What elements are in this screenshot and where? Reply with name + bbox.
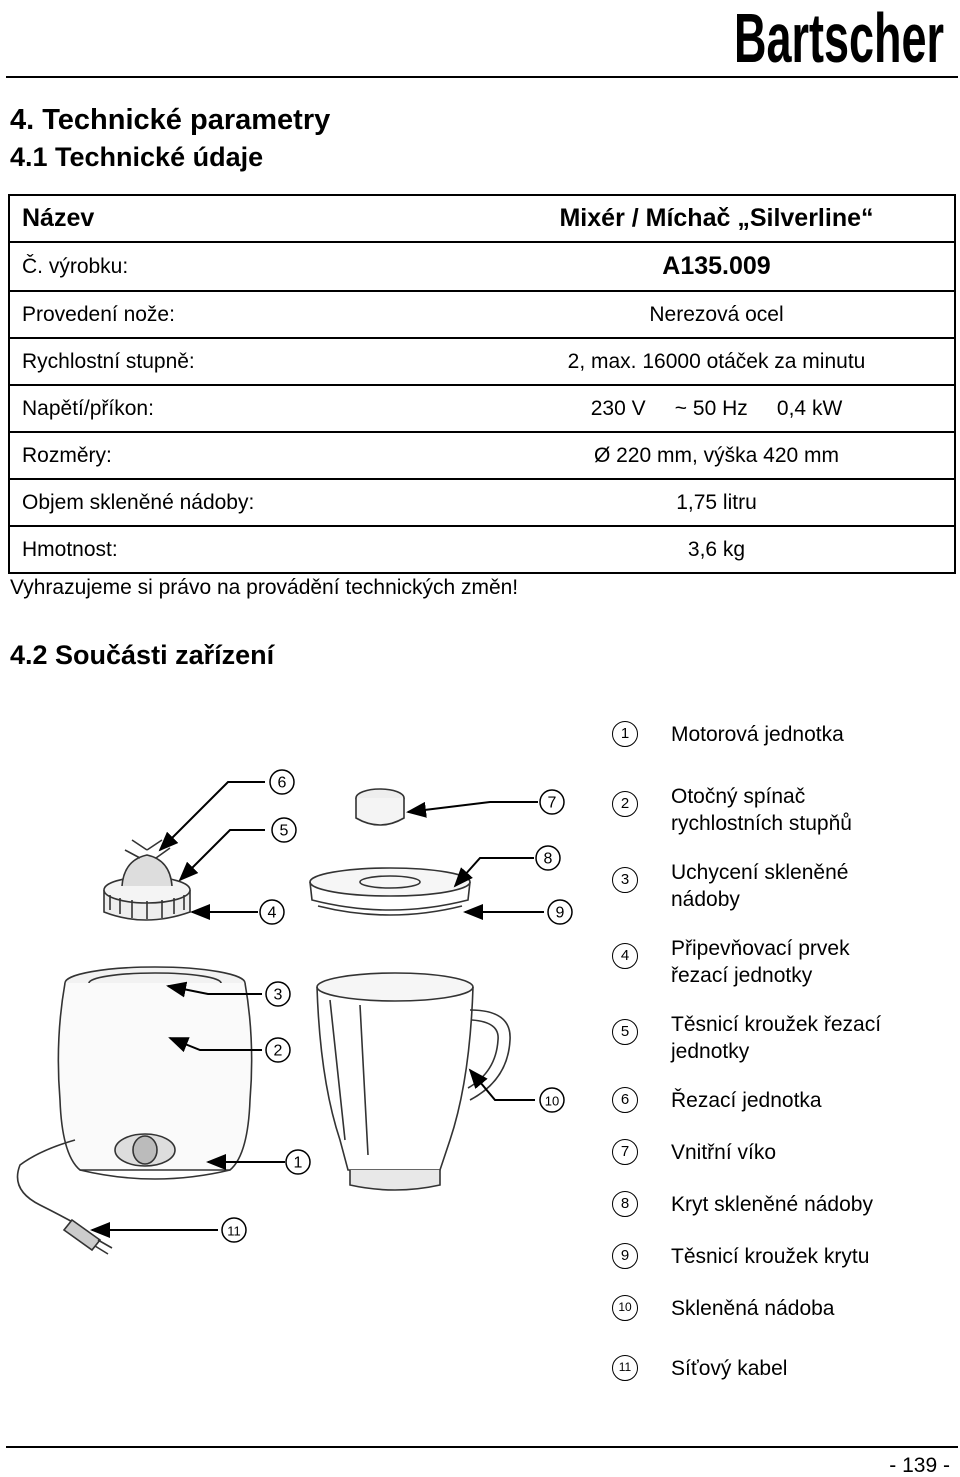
technical-data-heading: 4.1 Technické údaje [10, 142, 264, 172]
spec-row [9, 526, 955, 573]
spec-row [9, 338, 955, 385]
part-number: 8 [612, 1191, 638, 1217]
part-label: Otočný spínač rychlostních stupňů [671, 785, 852, 835]
part-label: Motorová jednotka [671, 723, 844, 746]
part-label: Řezací jednotka [671, 1089, 822, 1112]
callout-number: 6 [277, 774, 287, 792]
spec-row [9, 385, 955, 432]
disclaimer-note: Vyhrazujeme si právo na provádění technických změn! [10, 576, 519, 599]
section-heading: 4. Technické parametry [10, 104, 331, 136]
spec-key: Rychlostní stupně: [9, 338, 479, 385]
spec-key: Napětí/příkon: [9, 385, 479, 432]
callout-number: 10 [544, 1093, 560, 1109]
blender-exploded-diagram [0, 700, 600, 1280]
spec-row [9, 291, 955, 338]
spec-row [9, 479, 955, 526]
part-label: Těsnicí kroužek řezací jednotky [671, 1013, 882, 1063]
callout-number: 7 [547, 794, 557, 812]
svg-text:Bartscher: Bartscher [734, 4, 944, 72]
spec-key: Rozměry: [9, 432, 479, 479]
part-number: 1 [612, 721, 638, 747]
spec-table [8, 194, 956, 574]
part-number: 3 [612, 867, 638, 893]
cutting-unit-drawing [104, 840, 190, 920]
part-label: Kryt skleněné nádoby [671, 1193, 873, 1216]
part-label: Síťový kabel [671, 1357, 788, 1380]
part-number: 6 [612, 1087, 638, 1113]
components-heading: 4.2 Součásti zařízení [10, 640, 275, 670]
part-number: 4 [612, 943, 638, 969]
spec-row [9, 432, 955, 479]
part-label: Skleněná nádoba [671, 1297, 835, 1320]
header-rule [6, 76, 958, 78]
part-label: Připevňovací prvek řezací jednotky [671, 937, 850, 987]
part-number: 9 [612, 1243, 638, 1269]
spec-key: Hmotnost: [9, 526, 479, 573]
spec-value: Nerezová ocel [479, 291, 955, 338]
spec-value: A135.009 [479, 242, 955, 291]
callout-number: 11 [227, 1223, 241, 1239]
jar-lid-drawing [310, 868, 470, 915]
spec-key: Provedení nože: [9, 291, 479, 338]
callout-number: 2 [273, 1042, 283, 1060]
part-number: 11 [612, 1355, 638, 1381]
spec-value: 1,75 litru [479, 479, 955, 526]
glass-jar-drawing [317, 973, 510, 1190]
motor-unit-drawing [18, 967, 252, 1254]
part-label: Těsnicí kroužek krytu [671, 1245, 870, 1268]
spec-key: Objem skleněné nádoby: [9, 479, 479, 526]
spec-value: 3,6 kg [479, 526, 955, 573]
footer-rule [6, 1446, 958, 1448]
callout-number: 3 [273, 986, 283, 1004]
spec-row [9, 242, 955, 291]
callout-number: 5 [279, 822, 289, 840]
spec-value: 2, max. 16000 otáček za minutu [479, 338, 955, 385]
spec-key: Č. výrobku: [9, 242, 479, 291]
part-number: 7 [612, 1139, 638, 1165]
spec-value: Ø 220 mm, výška 420 mm [479, 432, 955, 479]
callout-number: 1 [293, 1154, 303, 1172]
bartscher-logo [732, 4, 946, 72]
part-number: 5 [612, 1019, 638, 1045]
callout-number: 4 [267, 904, 277, 922]
part-number: 10 [612, 1295, 638, 1321]
spec-value: 230 V ~ 50 Hz 0,4 kW [479, 385, 955, 432]
spec-value: Mixér / Míchač „Silverline“ [479, 195, 955, 242]
inner-lid-drawing [356, 789, 404, 825]
callout-number: 8 [543, 850, 553, 868]
spec-row [9, 195, 955, 242]
part-number: 2 [612, 791, 638, 817]
spec-key: Název [9, 195, 479, 242]
part-label: Uchycení skleněné nádoby [671, 861, 849, 911]
callout-number: 9 [555, 904, 565, 922]
part-label: Vnitřní víko [671, 1141, 777, 1164]
page-number: - 139 - [889, 1454, 950, 1477]
